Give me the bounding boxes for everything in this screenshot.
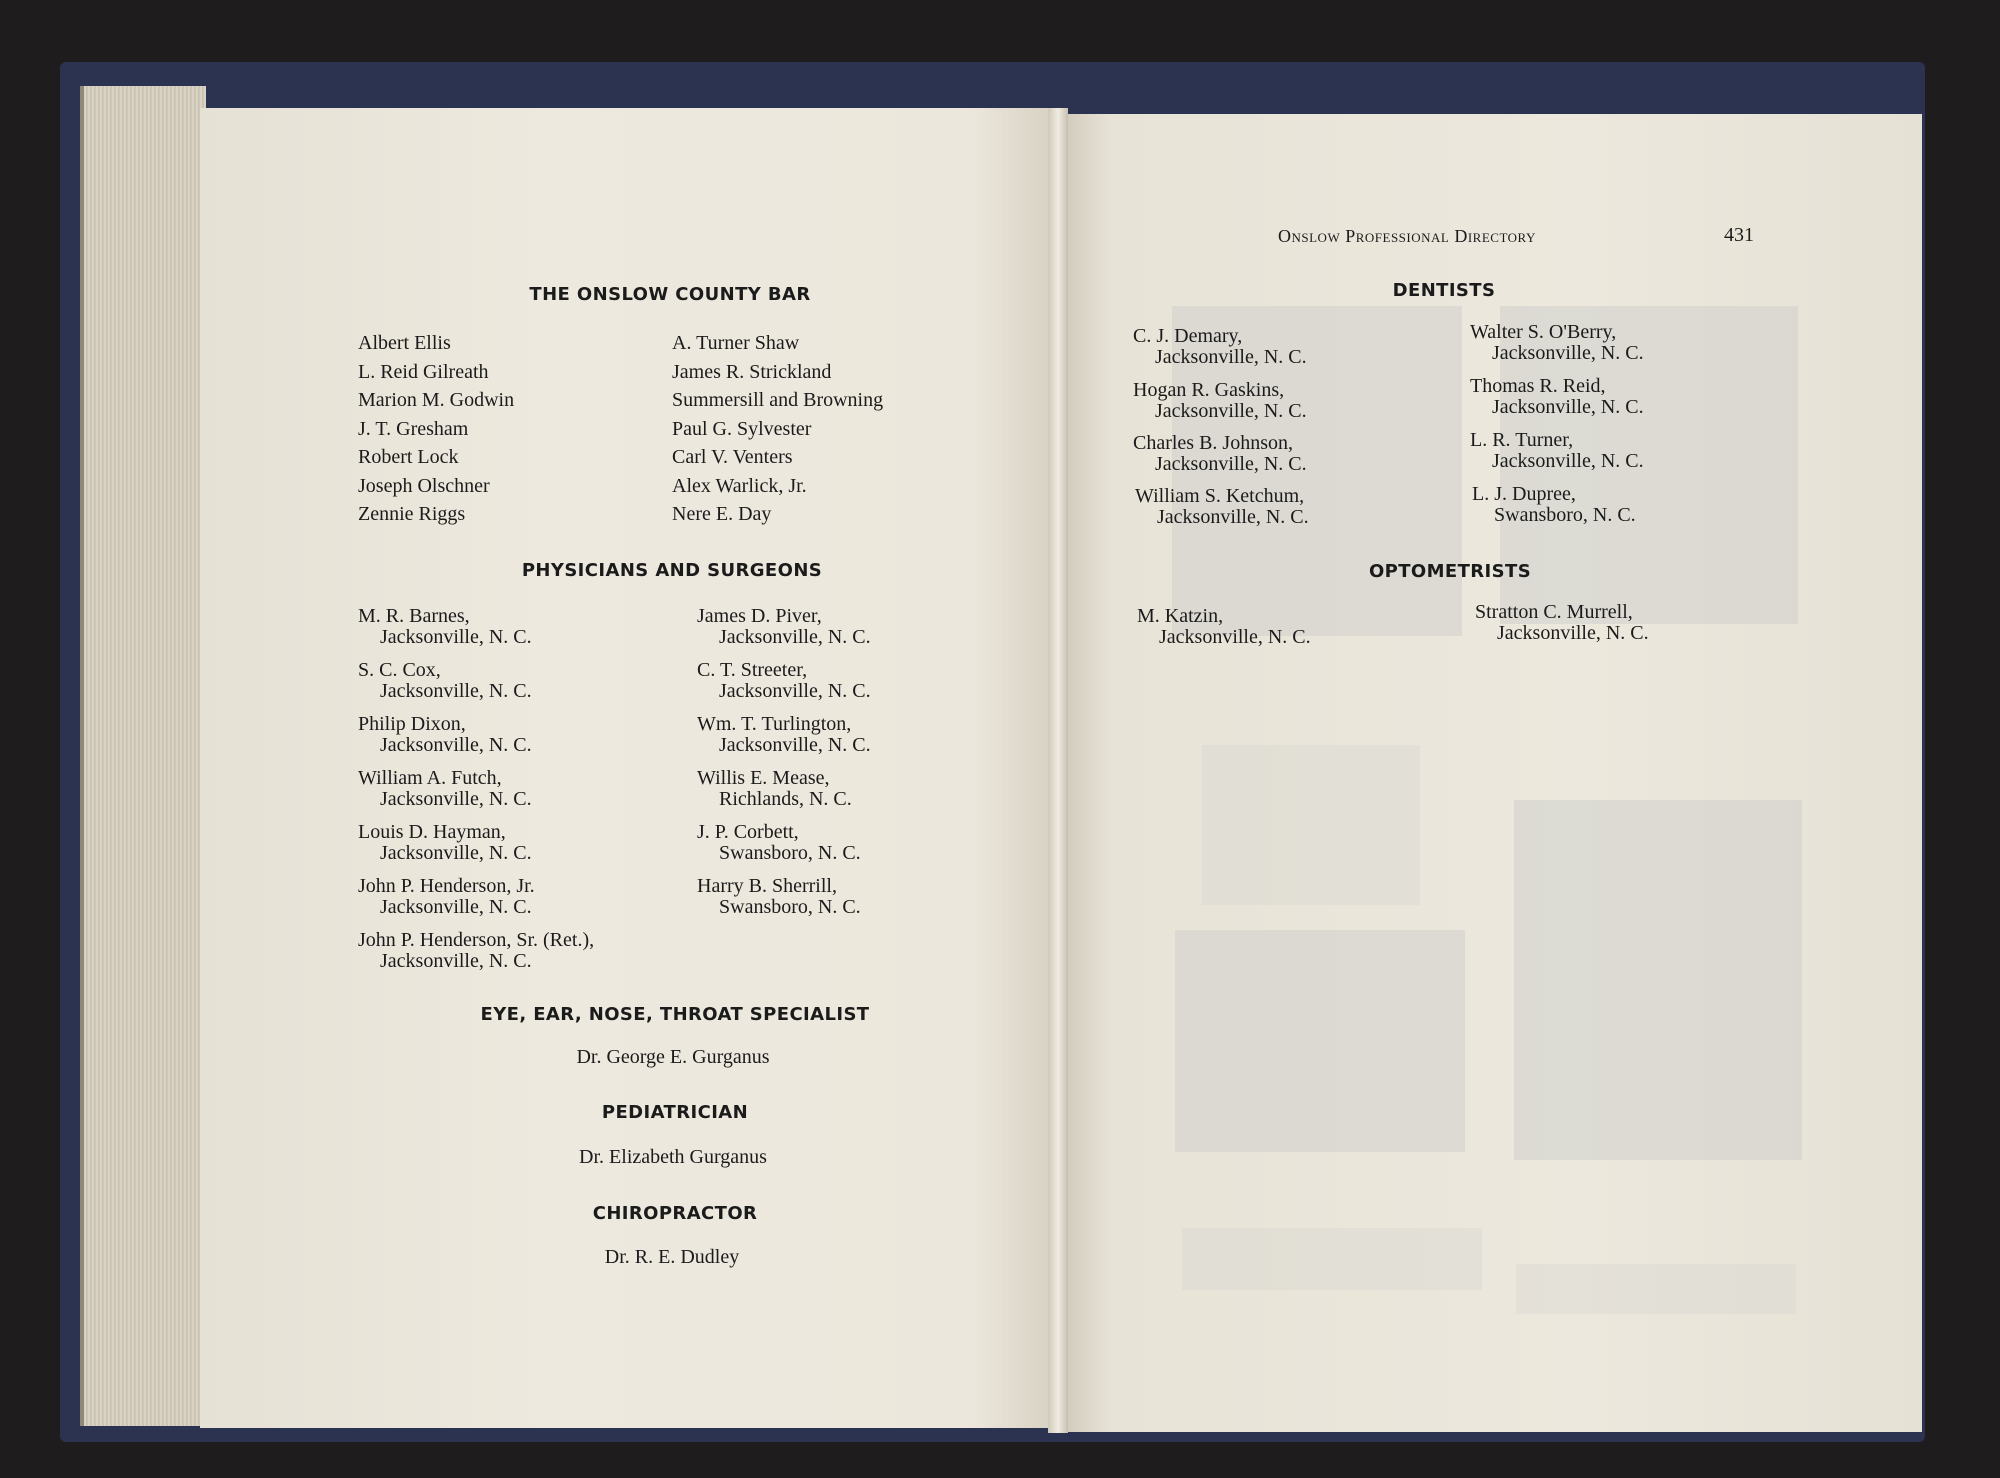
optometrist-city: Jacksonville, N. C.	[1159, 626, 1311, 648]
dentist-city: Swansboro, N. C.	[1494, 504, 1636, 526]
bar-member: Albert Ellis	[358, 332, 451, 354]
bar-heading: THE ONSLOW COUNTY BAR	[529, 284, 811, 305]
physician-entry	[358, 660, 532, 702]
physician-city: Jacksonville, N. C.	[380, 896, 532, 918]
physician-name: John P. Henderson, Sr. (Ret.),	[358, 929, 595, 951]
physician-entry	[358, 822, 532, 864]
physician-name: John P. Henderson, Jr.	[358, 875, 535, 897]
physician-name: William A. Futch,	[358, 767, 502, 789]
bar-member: A. Turner Shaw	[672, 332, 800, 354]
show-through-block	[1202, 745, 1420, 905]
physician-name: Wm. T. Turlington,	[697, 713, 852, 735]
dentist-name: C. J. Demary,	[1133, 325, 1243, 347]
dentist-name: Walter S. O'Berry,	[1470, 321, 1617, 343]
show-through-caption	[1182, 1228, 1482, 1290]
physician-city: Jacksonville, N. C.	[380, 950, 532, 972]
dentist-name: Hogan R. Gaskins,	[1133, 379, 1285, 401]
physician-city: Jacksonville, N. C.	[380, 626, 532, 648]
running-head: Onslow Professional Directory	[1278, 226, 1536, 246]
physician-name: Willis E. Mease,	[697, 767, 830, 789]
page-number: 431	[1724, 224, 1754, 246]
optometrists-heading: OPTOMETRISTS	[1368, 561, 1532, 582]
dentist-city: Jacksonville, N. C.	[1492, 342, 1644, 364]
physician-entry	[697, 606, 871, 648]
bar-member: Paul G. Sylvester	[672, 417, 812, 440]
dentist-entry	[1133, 326, 1307, 368]
physician-name: Philip Dixon,	[358, 713, 466, 735]
physician-name: J. P. Corbett,	[697, 821, 799, 843]
physician-entry	[358, 930, 594, 972]
pediatrician-heading: PEDIATRICIAN	[601, 1102, 749, 1123]
left-page	[200, 108, 1058, 1428]
physician-name: C. T. Streeter,	[697, 659, 808, 681]
physician-city: Jacksonville, N. C.	[719, 734, 871, 756]
dentist-entry	[1470, 430, 1644, 472]
dentist-entry	[1133, 380, 1307, 422]
optometrist-name: M. Katzin,	[1137, 605, 1224, 627]
bar-member: L. Reid Gilreath	[358, 360, 489, 383]
physician-entry	[697, 768, 852, 810]
physician-name: Louis D. Hayman,	[358, 821, 506, 843]
page-edges	[80, 86, 206, 1426]
bar-member: Alex Warlick, Jr.	[672, 474, 807, 497]
dentist-name: L. J. Dupree,	[1472, 483, 1576, 505]
optometrist-city: Jacksonville, N. C.	[1497, 622, 1649, 644]
bar-member: Summersill and Browning	[672, 389, 884, 411]
physician-city: Jacksonville, N. C.	[380, 734, 532, 756]
dentist-entry	[1470, 376, 1644, 418]
bar-member: J. T. Gresham	[358, 417, 469, 440]
physician-city: Jacksonville, N. C.	[380, 680, 532, 702]
eent-heading: EYE, EAR, NOSE, THROAT SPECIALIST	[480, 1004, 870, 1025]
chiropractor-heading: CHIROPRACTOR	[592, 1203, 758, 1224]
physician-city: Jacksonville, N. C.	[380, 788, 532, 810]
pediatrician-name: Dr. Elizabeth Gurganus	[579, 1146, 767, 1168]
optometrist-name: Stratton C. Murrell,	[1475, 601, 1633, 623]
dentist-entry	[1472, 484, 1636, 526]
dentist-city: Jacksonville, N. C.	[1492, 396, 1644, 418]
physician-city: Jacksonville, N. C.	[380, 842, 532, 864]
physician-entry	[697, 714, 871, 756]
optometrist-entry	[1475, 602, 1649, 644]
physician-city: Jacksonville, N. C.	[719, 680, 871, 702]
physician-name: James D. Piver,	[697, 605, 822, 627]
dentist-entry	[1135, 486, 1309, 528]
dentist-name: William S. Ketchum,	[1135, 485, 1305, 507]
eent-name: Dr. George E. Gurganus	[576, 1046, 770, 1068]
physician-city: Swansboro, N. C.	[719, 896, 861, 918]
bar-member: Joseph Olschner	[358, 474, 490, 497]
dentist-entry	[1133, 433, 1307, 475]
bar-member: Nere E. Day	[672, 503, 772, 525]
physician-city: Jacksonville, N. C.	[719, 626, 871, 648]
physician-name: S. C. Cox,	[358, 659, 441, 681]
physician-entry	[358, 768, 532, 810]
dentist-city: Jacksonville, N. C.	[1155, 346, 1307, 368]
physician-entry	[358, 876, 535, 918]
physician-entry	[697, 876, 861, 918]
show-through-photo	[1514, 800, 1802, 1160]
physician-name: Harry B. Sherrill,	[697, 875, 837, 897]
dentist-city: Jacksonville, N. C.	[1155, 400, 1307, 422]
dentist-name: Thomas R. Reid,	[1470, 375, 1606, 397]
physician-entry	[697, 660, 871, 702]
physician-city: Richlands, N. C.	[719, 788, 852, 810]
chiropractor-name: Dr. R. E. Dudley	[604, 1246, 740, 1268]
physician-name: M. R. Barnes,	[358, 605, 470, 627]
bar-member: Marion M. Godwin	[358, 389, 515, 411]
optometrist-entry	[1137, 606, 1311, 648]
physician-entry	[358, 606, 532, 648]
dentist-city: Jacksonville, N. C.	[1492, 450, 1644, 472]
dentist-city: Jacksonville, N. C.	[1157, 506, 1309, 528]
dentist-entry	[1470, 322, 1644, 364]
physician-city: Swansboro, N. C.	[719, 842, 861, 864]
show-through-photo	[1175, 930, 1465, 1152]
physician-entry	[358, 714, 532, 756]
bar-member: Robert Lock	[358, 446, 459, 468]
show-through-caption	[1516, 1264, 1796, 1314]
book-gutter	[1048, 108, 1068, 1433]
dentist-name: L. R. Turner,	[1470, 429, 1574, 451]
physicians-heading: PHYSICIANS AND SURGEONS	[521, 560, 823, 581]
bar-member: James R. Strickland	[672, 360, 832, 383]
dentists-heading: DENTISTS	[1392, 280, 1496, 301]
dentist-city: Jacksonville, N. C.	[1155, 453, 1307, 475]
bar-member: Zennie Riggs	[358, 503, 466, 525]
dentist-name: Charles B. Johnson,	[1133, 432, 1293, 454]
bar-member: Carl V. Venters	[672, 446, 793, 468]
physician-entry	[697, 822, 861, 864]
